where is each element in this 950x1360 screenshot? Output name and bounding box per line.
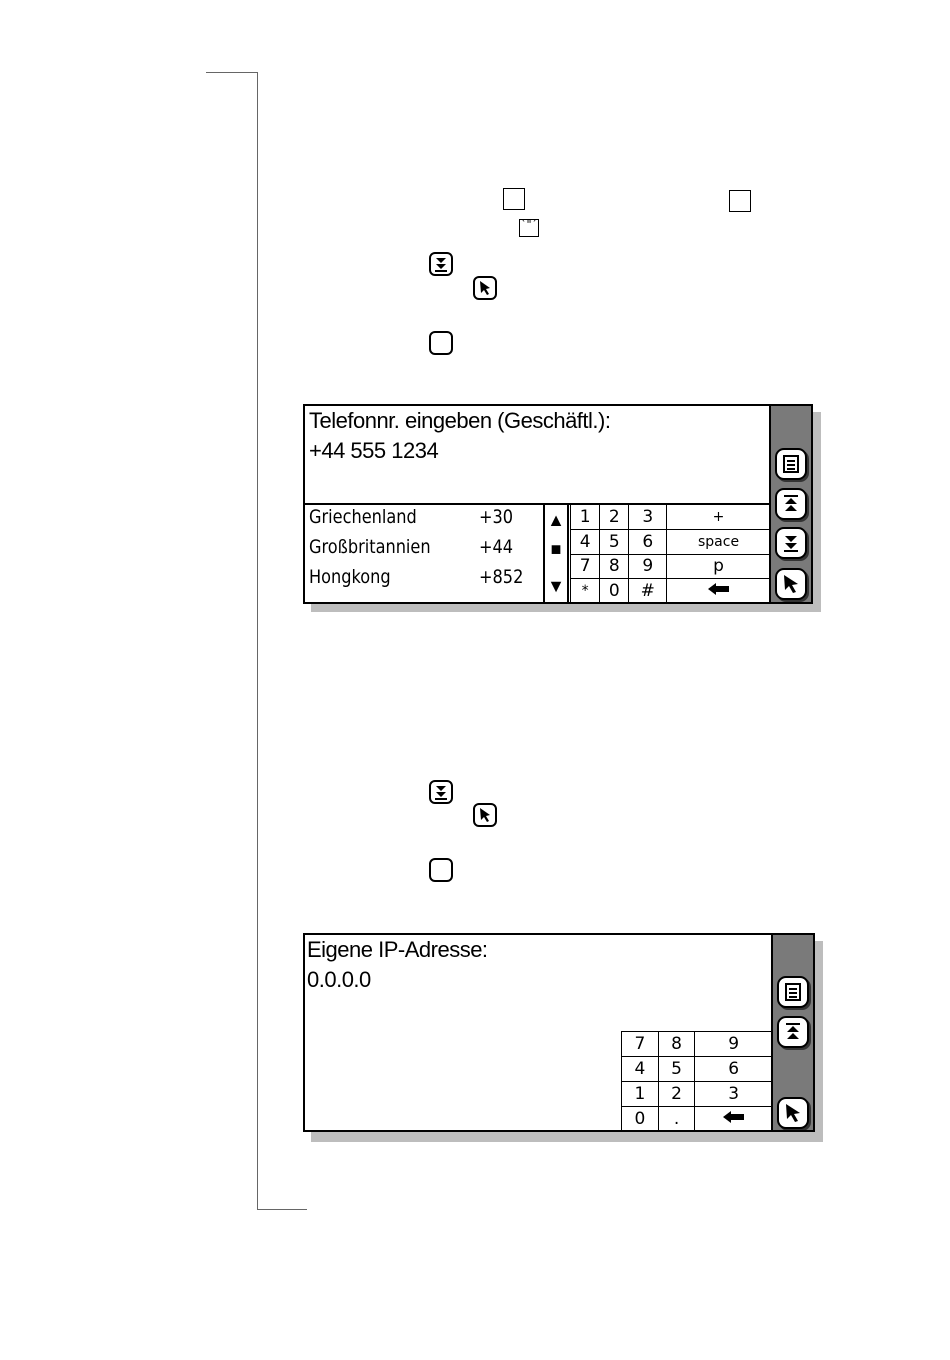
key-0[interactable]: 0 [622, 1107, 659, 1132]
menu-icon [783, 455, 799, 473]
round-key-icon [429, 331, 453, 355]
scroll-down-button-icon [429, 780, 453, 804]
country-name: Großbritannien [309, 536, 431, 558]
device-sidebar [771, 935, 813, 1130]
country-name: Hongkong [309, 566, 391, 588]
key-4[interactable]: 4 [622, 1057, 659, 1082]
country-code: +30 [479, 506, 514, 528]
scroll-down-button-icon [429, 252, 453, 276]
scroll-down-icon [782, 534, 800, 552]
select-button-icon [473, 803, 497, 827]
scroll-up-icon [784, 1023, 802, 1041]
key-dot[interactable]: . [658, 1107, 695, 1132]
ip-keypad [621, 1031, 773, 1132]
square-key-icon [729, 190, 751, 212]
device-screen [303, 404, 813, 604]
key-space[interactable]: space [667, 529, 771, 554]
key-2[interactable]: 2 [658, 1082, 695, 1107]
scroll-down-button[interactable] [775, 527, 807, 559]
backspace-key[interactable] [667, 579, 771, 604]
key-7[interactable]: 7 [622, 1032, 659, 1057]
key-p[interactable]: p [667, 554, 771, 579]
prompt-label: Telefonnr. eingeben (Geschäftl.): [309, 408, 611, 433]
key-8[interactable]: 8 [658, 1032, 695, 1057]
device-screen [303, 933, 815, 1132]
scroll-thumb[interactable]: ■ [550, 539, 562, 559]
key-7[interactable]: 7 [571, 554, 600, 579]
list-scrollbar[interactable] [543, 505, 569, 604]
key-8[interactable]: 8 [600, 554, 629, 579]
key-hash[interactable]: # [629, 579, 667, 604]
square-key-icon [503, 188, 525, 210]
select-arrow-icon [782, 574, 800, 594]
phone-entry-screenshot [303, 404, 823, 612]
key-star[interactable]: * [571, 579, 600, 604]
key-3[interactable]: 3 [629, 505, 667, 530]
margin-rule-left [257, 72, 258, 1210]
round-key-icon [429, 858, 453, 882]
country-code: +852 [479, 566, 524, 588]
margin-rule-top [206, 72, 258, 73]
key-5[interactable]: 5 [658, 1057, 695, 1082]
key-1[interactable]: 1 [622, 1082, 659, 1107]
key-1[interactable]: 1 [571, 505, 600, 530]
country-name: Griechenland [309, 506, 417, 528]
scroll-up-icon [782, 495, 800, 513]
ip-address-value[interactable]: 0.0.0.0 [307, 967, 371, 992]
key-5[interactable]: 5 [600, 529, 629, 554]
dots-key-icon: `"´ [519, 219, 539, 237]
key-3[interactable]: 3 [695, 1082, 773, 1107]
select-button-icon [473, 276, 497, 300]
scroll-up-button[interactable] [777, 1016, 809, 1048]
list-item[interactable] [309, 506, 514, 534]
menu-button[interactable] [777, 976, 809, 1008]
backspace-arrow-icon [722, 1110, 746, 1124]
ip-entry-screenshot [303, 933, 825, 1142]
key-6[interactable]: 6 [629, 529, 667, 554]
key-9[interactable]: 9 [629, 554, 667, 579]
scroll-up-button[interactable] [775, 488, 807, 520]
menu-icon [785, 983, 801, 1001]
scroll-down-arrow-icon[interactable]: ▼ [547, 576, 565, 596]
scroll-up-arrow-icon[interactable]: ▲ [547, 510, 565, 530]
list-item[interactable] [309, 566, 524, 594]
list-item[interactable] [309, 536, 514, 564]
backspace-arrow-icon [707, 582, 731, 596]
key-2[interactable]: 2 [600, 505, 629, 530]
prompt-label: Eigene IP-Adresse: [307, 937, 488, 962]
key-6[interactable]: 6 [695, 1057, 773, 1082]
phone-keypad [570, 504, 771, 604]
country-code: +44 [479, 536, 514, 558]
device-sidebar [769, 406, 811, 602]
key-0[interactable]: 0 [600, 579, 629, 604]
select-button[interactable] [775, 568, 807, 600]
backspace-key[interactable] [695, 1107, 773, 1132]
key-4[interactable]: 4 [571, 529, 600, 554]
key-9[interactable]: 9 [695, 1032, 773, 1057]
select-button[interactable] [777, 1097, 809, 1129]
menu-button[interactable] [775, 448, 807, 480]
key-plus[interactable]: + [667, 505, 771, 530]
select-arrow-icon [784, 1103, 802, 1123]
phone-number-value[interactable]: +44 555 1234 [309, 438, 439, 463]
margin-rule-bottom [257, 1209, 307, 1210]
